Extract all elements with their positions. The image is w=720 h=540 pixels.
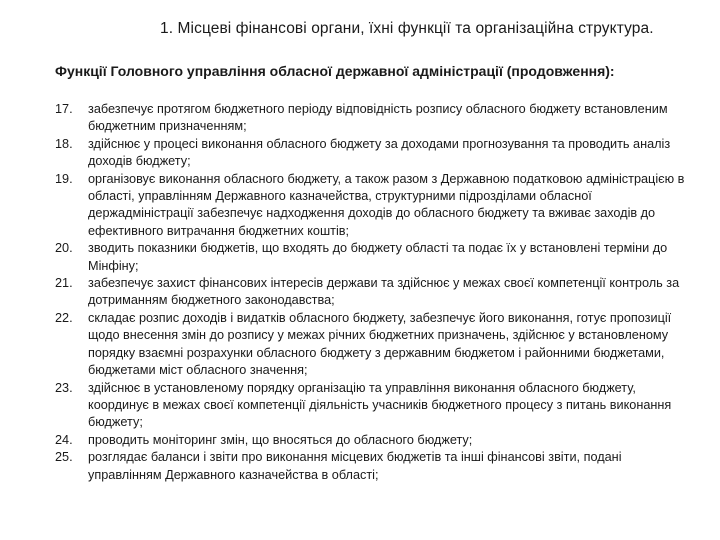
section-heading: Функції Головного управління обласної державної адміністрації (продовження): — [55, 63, 615, 79]
item-text: розглядає баланси і звіти про виконання місцевих бюджетів та інші фінансові звіти, подані управлінням Державного казначейства в області; — [88, 450, 622, 482]
item-number: 22. — [55, 310, 73, 325]
item-text: забезпечує захист фінансових інтересів держави та здійснює у межах своєї компетенції контроль за дотриманням бюджетного законодавства; — [88, 276, 680, 308]
functions-list — [0, 101, 720, 484]
item-number: 23. — [55, 380, 73, 395]
item-number: 19. — [55, 171, 73, 186]
item-text: здійснює в установленому порядку організацію та управління виконання обласного бюджету, координує в межах своєї компетенції діяльність учасників бюджетного процесу з питань виконання бюджету; — [88, 380, 672, 430]
item-number: 17. — [55, 102, 73, 116]
list-item — [0, 171, 720, 241]
item-text: забезпечує протягом бюджетного періоду відповідність розпису обласного бюджету встановленим бюджетним призначенням; — [88, 102, 668, 134]
item-number: 25. — [55, 450, 73, 465]
item-text: організовує виконання обласного бюджету, а також разом з Державною податковою адміністрацією в області, управлінням Державного казначейства, структурними підрозділами обласної держадміністрації забезпечує надходження доходів до обласного бюджету та вживає заходів до ефективного витрачання бюджетних коштів; — [88, 171, 685, 238]
list-item — [0, 449, 720, 484]
list-item — [0, 240, 720, 275]
item-text: здійснює у процесі виконання обласного бюджету за доходами прогнозування та проводить аналіз доходів бюджету; — [88, 136, 671, 169]
slide-title: 1. Місцеві фінансові органи, їхні функції та організаційна структура. — [160, 20, 654, 37]
list-item — [0, 432, 720, 449]
item-text: складає розпис доходів і видатків обласного бюджету, забезпечує його виконання, готує пропозиції щодо внесення змін до розпису у межах річних бюджетних призначень, здійснює у встановленому порядку взаємні розрахунки обласного бюджету з державним бюджетом і районними бюджетами, бюджетами міст обласного значення; — [88, 310, 672, 378]
item-number: 21. — [55, 276, 73, 291]
list-item — [0, 136, 720, 171]
item-text: проводить моніторинг змін, що вносяться до обласного бюджету; — [88, 432, 473, 447]
list-item — [0, 310, 720, 380]
list-item — [0, 275, 720, 310]
list-item — [0, 101, 720, 136]
item-number: 18. — [55, 136, 73, 151]
item-number: 20. — [55, 241, 73, 256]
list-item — [0, 380, 720, 432]
item-number: 24. — [55, 432, 73, 447]
item-text: зводить показники бюджетів, що входять до бюджету області та подає їх у встановлені терміни до Мінфіну; — [88, 241, 668, 273]
